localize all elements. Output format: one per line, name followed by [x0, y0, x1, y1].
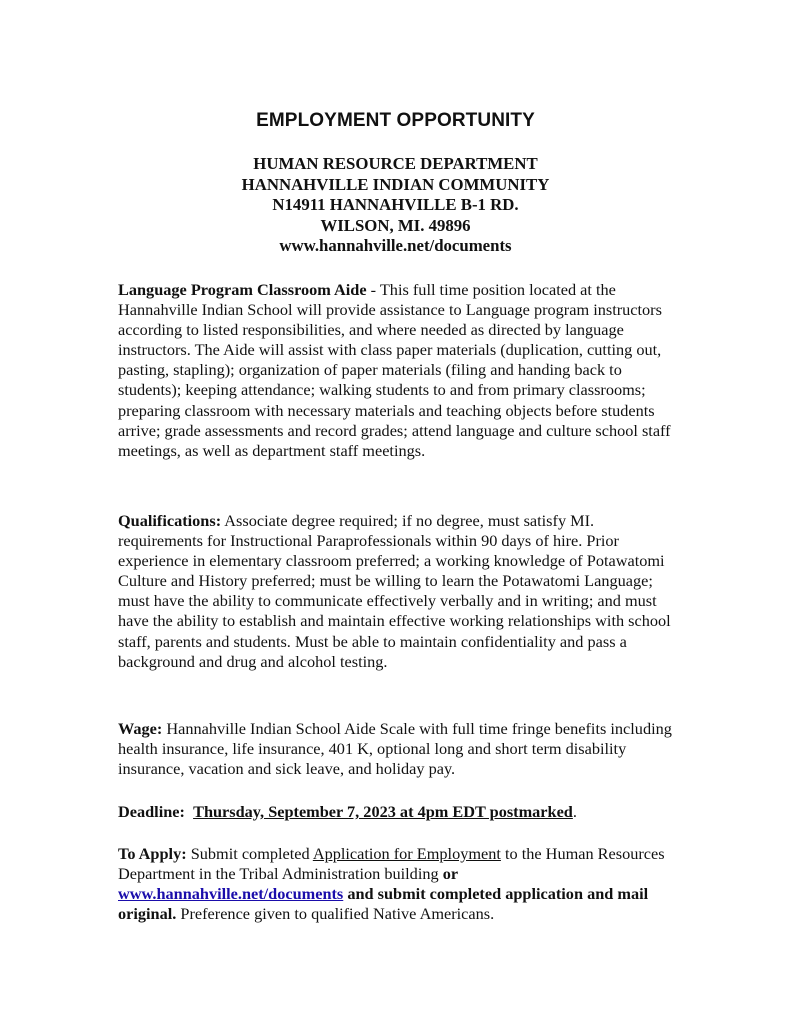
qualifications-section — [118, 511, 678, 672]
documents-link[interactable]: www.hannahville.net/documents — [118, 884, 344, 904]
department-name: HUMAN RESOURCE DEPARTMENT — [253, 154, 538, 173]
apply-section — [118, 844, 678, 924]
position-title: Language Program Classroom Aide — [118, 280, 367, 299]
apply-or: or — [442, 864, 459, 884]
wage-text: Hannahville Indian School Aide Scale with full time fringe benefits including health insurance, life insurance, 401 K, optional long and short term disability insurance, vacation and sick leave, and holiday pay. — [118, 719, 672, 779]
community-name: HANNAHVILLE INDIAN COMMUNITY — [241, 174, 550, 194]
position-description — [118, 280, 678, 461]
department-header — [0, 154, 791, 257]
position-text: - This full time position located at the Hannahville Indian School will provide assistance to Language program instructors according to listed responsibilities, and where needed as directed by language instructors. The Aide will assist with class paper materials (duplication, cutting out, pasting, stapling); organization of paper materials (filing and handing back to students); keeping attendance; walking students to and from primary classrooms; preparing classroom with necessary materials and teaching objects before students arrive; grade assessments and record grades; attend language and culture school staff meetings, as well as department staff meetings. — [118, 280, 671, 460]
wage-section — [118, 719, 678, 779]
deadline-value: Thursday, September 7, 2023 at 4pm EDT postmarked — [193, 802, 573, 821]
apply-text-3: Preference given to qualified Native Americans. — [176, 904, 495, 924]
qualifications-label: Qualifications: — [118, 511, 222, 530]
city-state-zip: WILSON, MI. 49896 — [320, 215, 471, 235]
wage-label: Wage: — [118, 719, 163, 738]
street-address: N14911 HANNAHVILLE B-1 RD. — [272, 195, 519, 215]
qualifications-text: Associate degree required; if no degree, must satisfy MI. requirements for Instructional Paraprofessionals within 90 days of hire. Prior experience in elementary classroom preferred; a working knowledge of Potawatomi Culture and History preferred; must be willing to learn the Potawatomi Language; must have the ability to communicate effectively verbally and in writing; and must have the ability to establish and maintain effective working relationships with school staff, parents and students. Must be able to maintain confidentiality and pass a background and drug and alcohol testing. — [118, 511, 671, 671]
deadline-label: Deadline: — [118, 802, 185, 821]
apply-text-1: Submit completed — [186, 844, 313, 863]
header-website: www.hannahville.net/documents — [279, 236, 512, 256]
application-link[interactable]: Application for Employment — [312, 844, 501, 863]
deadline-period: . — [572, 802, 577, 821]
apply-label: To Apply: — [118, 844, 187, 863]
page-title: EMPLOYMENT OPPORTUNITY — [256, 110, 535, 131]
apply-bold-text: and submit completed application and mail original. — [118, 884, 649, 924]
deadline-section — [118, 802, 678, 822]
apply-text-2: to the Human Resources Department in the Tribal Administration building — [118, 844, 665, 884]
